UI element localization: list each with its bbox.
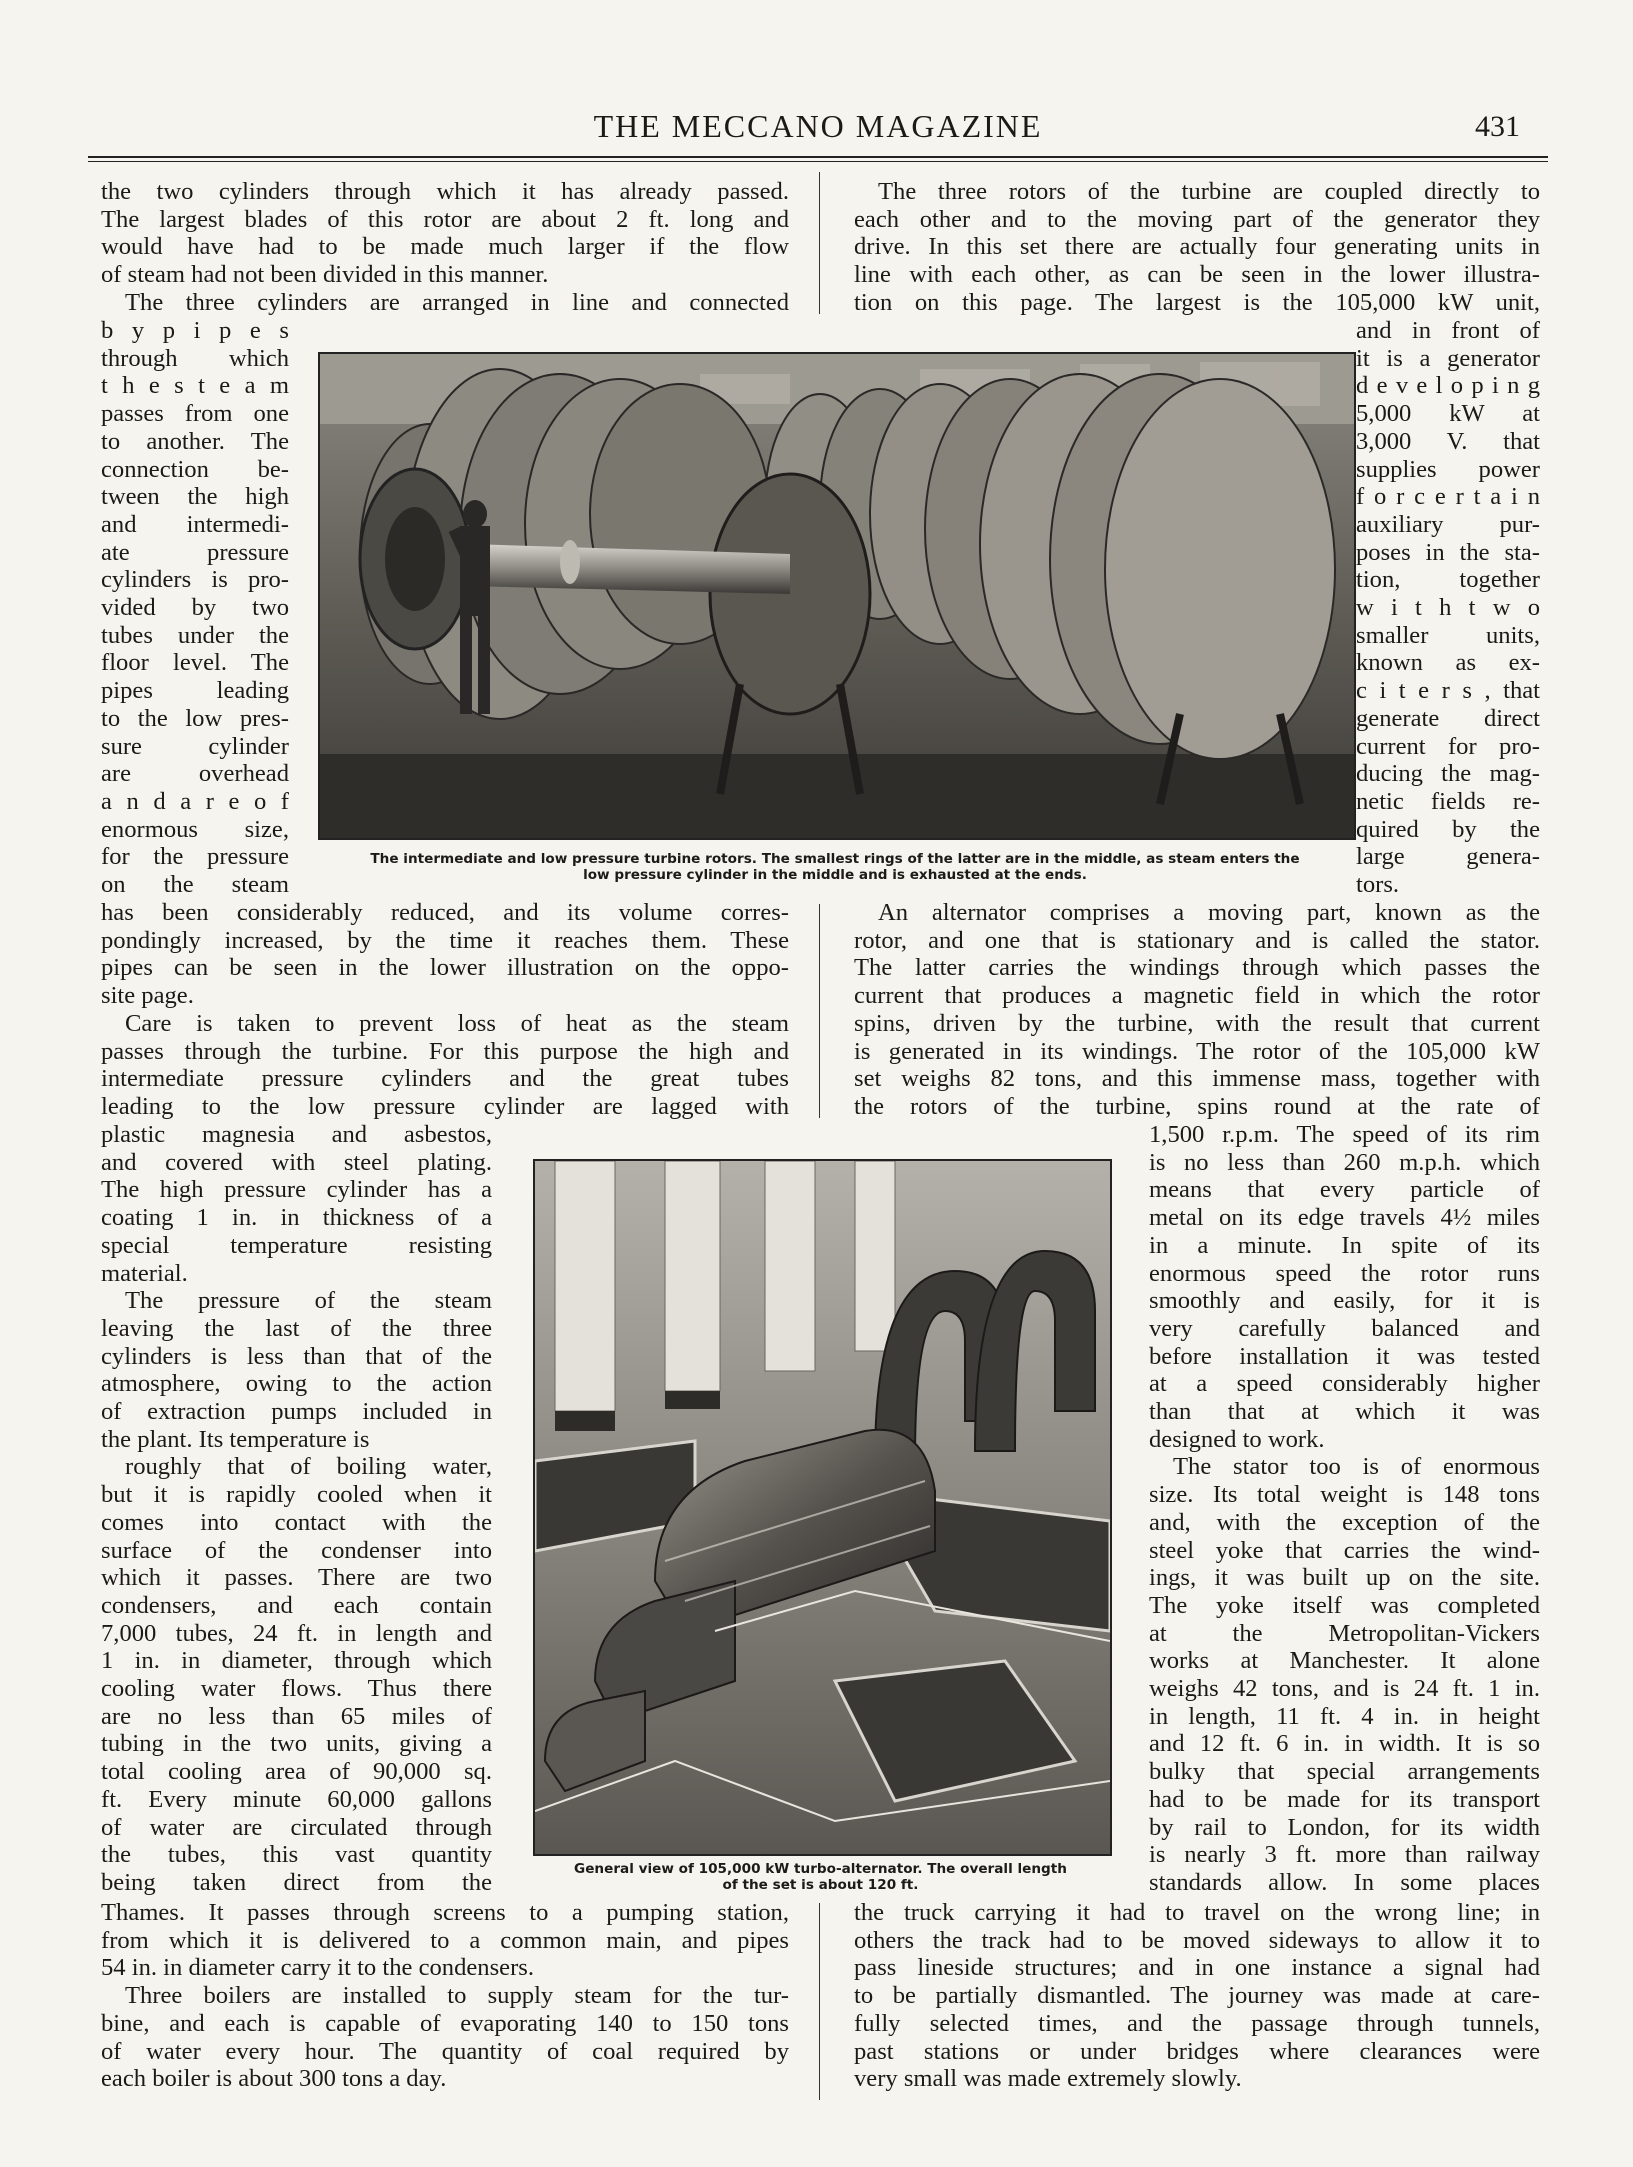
text-line: set weighs 82 tons, and this immense mass, together with	[854, 1065, 1540, 1093]
left-top-text	[101, 178, 789, 317]
text-line: designed to work.	[1149, 1425, 1325, 1453]
text-line: material.	[101, 1259, 188, 1287]
column-divider-bottom	[819, 1903, 820, 2100]
text-line: but it is rapidly cooled when it	[101, 1481, 492, 1509]
text-line: and intermedi-	[101, 510, 289, 538]
right-bottom-text	[854, 1899, 1540, 2093]
text-line: is no less than 260 m.p.h. which	[1149, 1148, 1540, 1176]
text-line: The pressure of the steam	[125, 1287, 492, 1315]
magazine-title: THE MECCANO MAGAZINE	[593, 108, 1043, 144]
text-line: size. Its total weight is 148 tons	[1149, 1481, 1540, 1509]
text-line: the two cylinders through which it has already passed.	[101, 178, 789, 205]
left-mid-text	[101, 899, 789, 1121]
text-line: through which	[101, 344, 289, 372]
text-line: supplies power	[1356, 455, 1540, 483]
text-line: 54 in. in diameter carry it to the condensers.	[101, 1954, 534, 1982]
text-line: netic fields re-	[1356, 787, 1540, 815]
text-line: fully selected times, and the passage through tunnels,	[854, 2009, 1540, 2037]
text-line: past stations or under bridges where clearances were	[854, 2037, 1540, 2065]
text-line: very small was made extremely slowly.	[854, 2065, 1242, 2093]
text-line: c i t e r s , that	[1356, 677, 1540, 705]
text-line: comes into contact with the	[101, 1508, 492, 1536]
turbine-rotors-caption	[318, 851, 1352, 883]
text-line: Care is taken to prevent loss of heat as the steam	[125, 1009, 789, 1037]
text-line: cooling water flows. Thus there	[101, 1675, 492, 1703]
text-line: of water are circulated through	[101, 1813, 492, 1841]
column-divider-middle	[819, 904, 820, 1118]
right-top-text	[854, 178, 1540, 317]
text-line: roughly that of boiling water,	[125, 1453, 492, 1481]
text-line: d e v e l o p i n g	[1356, 372, 1540, 400]
left-wrap-text-2	[101, 1121, 492, 1897]
caption-line: The intermediate and low pressure turbine rotors. The smallest rings of the latter are in the middle, as steam enters the	[370, 851, 1300, 867]
right-wrap-text-2	[1149, 1121, 1540, 1897]
text-line: cylinders is less than that of the	[101, 1342, 492, 1370]
text-line: coating 1 in. in thickness of a	[101, 1204, 492, 1232]
text-line: to another. The	[101, 427, 289, 455]
text-line: ducing the mag-	[1356, 760, 1540, 788]
text-line: tors.	[1356, 871, 1400, 899]
text-line: to the low pres-	[101, 704, 289, 732]
text-line: others the track had to be moved sideways to allow it to	[854, 1926, 1540, 1954]
turbo-alternator-photo	[533, 1159, 1112, 1856]
text-line: 3,000 V. that	[1356, 427, 1540, 455]
text-line: and, with the exception of the	[1149, 1508, 1540, 1536]
text-line: leading to the low pressure cylinder are lagged with	[101, 1092, 789, 1120]
text-line: The three rotors of the turbine are coupled directly to	[878, 178, 1540, 205]
text-line: before installation it was tested	[1149, 1342, 1540, 1370]
text-line: ate pressure	[101, 538, 289, 566]
text-line: in a minute. In spite of its	[1149, 1231, 1540, 1259]
text-line: from which it is delivered to a common main, and pipes	[101, 1926, 789, 1954]
text-line: site page.	[101, 982, 194, 1010]
text-line: w i t h t w o	[1356, 594, 1540, 622]
text-line: by rail to London, for its width	[1149, 1813, 1540, 1841]
text-line: poses in the sta-	[1356, 538, 1540, 566]
text-line: weighs 42 tons, and is 24 ft. 1 in.	[1149, 1675, 1540, 1703]
text-line: is nearly 3 ft. more than railway	[1149, 1841, 1540, 1869]
text-line: is generated in its windings. The rotor of the 105,000 kW	[854, 1037, 1540, 1065]
text-line: known as ex-	[1356, 649, 1540, 677]
caption-line: of the set is about 120 ft.	[722, 1877, 919, 1893]
text-line: auxiliary pur-	[1356, 510, 1540, 538]
turbo-alternator-caption	[520, 1861, 1121, 1893]
text-line: standards allow. In some places	[1149, 1868, 1540, 1896]
caption-line: low pressure cylinder in the middle and is exhausted at the ends.	[583, 867, 1087, 883]
text-line: which it passes. There are two	[101, 1564, 492, 1592]
text-line: of extraction pumps included in	[101, 1398, 492, 1426]
text-line: An alternator comprises a moving part, known as the	[878, 899, 1540, 926]
text-line: quired by the	[1356, 815, 1540, 843]
text-line: generate direct	[1356, 704, 1540, 732]
text-line: had to be made for its transport	[1149, 1785, 1540, 1813]
right-wrap-text-1	[1356, 317, 1540, 899]
text-line: the rotors of the turbine, spins round at the rate of	[854, 1092, 1540, 1120]
text-line: the tubes, this vast quantity	[101, 1841, 492, 1869]
text-line: enormous speed the rotor runs	[1149, 1259, 1540, 1287]
text-line: total cooling area of 90,000 sq.	[101, 1758, 492, 1786]
text-line: 1,500 r.p.m. The speed of its rim	[1149, 1121, 1540, 1148]
text-line: drive. In this set there are actually four generating units in	[854, 233, 1540, 261]
text-line: the plant. Its temperature is	[101, 1425, 370, 1453]
text-line: being taken direct from the	[101, 1868, 492, 1896]
text-line: The yoke itself was completed	[1149, 1591, 1540, 1619]
text-line: The largest blades of this rotor are about 2 ft. long and	[101, 205, 789, 233]
text-line: are overhead	[101, 760, 289, 788]
text-line: smoothly and easily, for it is	[1149, 1287, 1540, 1315]
text-line: floor level. The	[101, 649, 289, 677]
text-line: passes from one	[101, 400, 289, 428]
text-line: it is a generator	[1356, 344, 1540, 372]
text-line: tion on this page. The largest is the 105,000 kW unit,	[854, 288, 1540, 316]
text-line: current that produces a magnetic field in which the rotor	[854, 982, 1540, 1010]
text-line: a n d a r e o f	[101, 787, 289, 815]
text-line: steel yoke that carries the wind-	[1149, 1536, 1540, 1564]
text-line: Three boilers are installed to supply steam for the tur-	[125, 1982, 789, 2010]
text-line: means that every particle of	[1149, 1176, 1540, 1204]
text-line: smaller units,	[1356, 621, 1540, 649]
text-line: 7,000 tubes, 24 ft. in length and	[101, 1619, 492, 1647]
text-line: large genera-	[1356, 843, 1540, 871]
text-line: the truck carrying it had to travel on the wrong line; in	[854, 1899, 1540, 1926]
text-line: cylinders is pro-	[101, 566, 289, 594]
left-wrap-text-1	[101, 317, 289, 899]
text-line: tubes under the	[101, 621, 289, 649]
text-line: bine, and each is capable of evaporating 140 to 150 tons	[101, 2009, 789, 2037]
text-line: and in front of	[1356, 317, 1540, 344]
text-line: pondingly increased, by the time it reaches them. These	[101, 926, 789, 954]
text-line: would have had to be made much larger if the flow	[101, 233, 789, 261]
text-line: intermediate pressure cylinders and the great tubes	[101, 1065, 789, 1093]
text-line: and 12 ft. 6 in. in width. It is so	[1149, 1730, 1540, 1758]
text-line: The latter carries the windings through which passes the	[854, 954, 1540, 982]
text-line: very carefully balanced and	[1149, 1314, 1540, 1342]
text-line: The high pressure cylinder has a	[101, 1176, 492, 1204]
text-line: for the pressure	[101, 843, 289, 871]
caption-line: General view of 105,000 kW turbo-alternator. The overall length	[574, 1861, 1067, 1877]
text-line: pipes leading	[101, 677, 289, 705]
text-line: to be partially dismantled. The journey was made at care-	[854, 1982, 1540, 2010]
header-rule	[88, 156, 1548, 158]
text-line: Thames. It passes through screens to a pumping station,	[101, 1899, 789, 1926]
text-line: atmosphere, owing to the action	[101, 1370, 492, 1398]
text-line: t h e s t e a m	[101, 372, 289, 400]
text-line: condensers, and each contain	[101, 1591, 492, 1619]
text-line: tion, together	[1356, 566, 1540, 594]
text-line: at a speed considerably higher	[1149, 1370, 1540, 1398]
text-line: enormous size,	[101, 815, 289, 843]
right-mid-text	[854, 899, 1540, 1121]
text-line: 1 in. in diameter, through which	[101, 1647, 492, 1675]
text-line: each other and to the moving part of the generator they	[854, 205, 1540, 233]
text-line: 5,000 kW at	[1356, 400, 1540, 428]
page-number: 431	[1475, 110, 1520, 143]
text-line: ings, it was built up on the site.	[1149, 1564, 1540, 1592]
text-line: b y p i p e s	[101, 317, 289, 344]
text-line: rotor, and one that is stationary and is called the stator.	[854, 926, 1540, 954]
text-line: tween the high	[101, 483, 289, 511]
running-header	[88, 108, 1548, 156]
left-bottom-text	[101, 1899, 789, 2093]
text-line: bulky that special arrangements	[1149, 1758, 1540, 1786]
text-line: vided by two	[101, 594, 289, 622]
text-line: and covered with steel plating.	[101, 1148, 492, 1176]
text-line: than that at which it was	[1149, 1398, 1540, 1426]
text-line: f o r c e r t a i n	[1356, 483, 1540, 511]
text-line: pass lineside structures; and in one instance a signal had	[854, 1954, 1540, 1982]
text-line: at the Metropolitan-Vickers	[1149, 1619, 1540, 1647]
text-line: sure cylinder	[101, 732, 289, 760]
text-line: works at Manchester. It alone	[1149, 1647, 1540, 1675]
text-line: surface of the condenser into	[101, 1536, 492, 1564]
text-line: on the steam	[101, 871, 289, 899]
text-line: plastic magnesia and asbestos,	[101, 1121, 492, 1148]
text-line: special temperature resisting	[101, 1231, 492, 1259]
text-line: passes through the turbine. For this purpose the high and	[101, 1037, 789, 1065]
text-line: ft. Every minute 60,000 gallons	[101, 1785, 492, 1813]
header-rule-thin	[88, 161, 1548, 162]
text-line: has been considerably reduced, and its volume corres-	[101, 899, 789, 926]
text-line: of steam had not been divided in this manner.	[101, 261, 549, 289]
text-line: line with each other, as can be seen in the lower illustra-	[854, 261, 1540, 289]
text-line: The three cylinders are arranged in line and connected	[125, 288, 789, 316]
text-line: leaving the last of the three	[101, 1314, 492, 1342]
text-line: each boiler is about 300 tons a day.	[101, 2065, 447, 2093]
text-line: tubing in the two units, giving a	[101, 1730, 492, 1758]
text-line: current for pro-	[1356, 732, 1540, 760]
text-line: The stator too is of enormous	[1173, 1453, 1540, 1481]
text-line: of water every hour. The quantity of coal required by	[101, 2037, 789, 2065]
text-line: metal on its edge travels 4½ miles	[1149, 1204, 1540, 1232]
turbine-rotors-photo	[318, 352, 1356, 840]
text-line: pipes can be seen in the lower illustration on the oppo-	[101, 954, 789, 982]
text-line: are no less than 65 miles of	[101, 1702, 492, 1730]
text-line: connection be-	[101, 455, 289, 483]
text-line: in length, 11 ft. 4 in. in height	[1149, 1702, 1540, 1730]
column-divider-top	[819, 172, 820, 314]
text-line: spins, driven by the turbine, with the result that current	[854, 1009, 1540, 1037]
